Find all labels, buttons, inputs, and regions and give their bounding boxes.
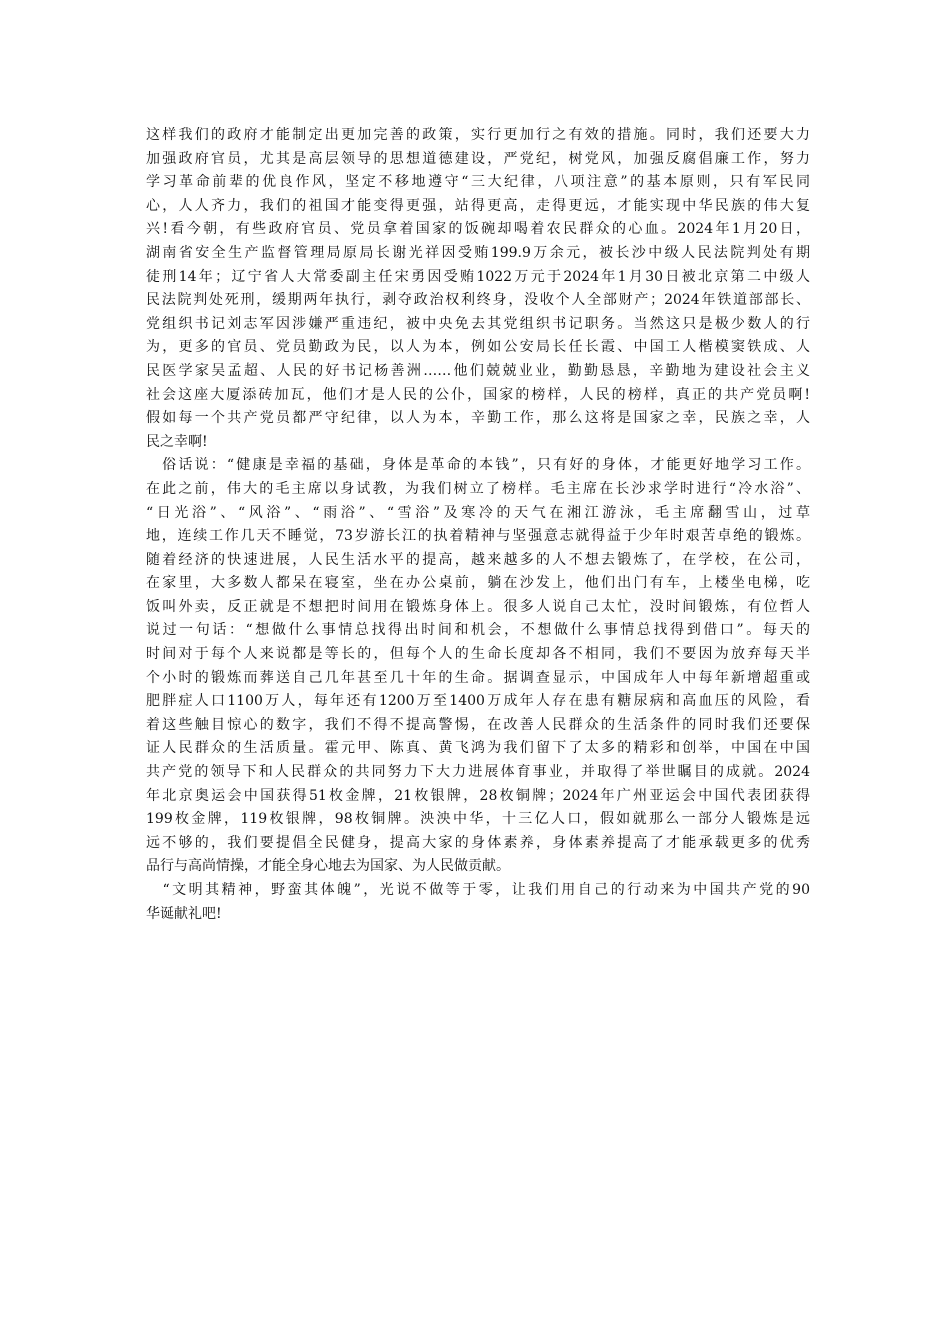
text-line: 着这些触目惊心的数字，我们不得不提高警惕，在改善人民群众的生活条件的同时我们还要保 [146,716,810,733]
text-line: 证人民群众的生活质量。霍元甲、陈真、黄飞鸿为我们留下了太多的精彩和创举，中国在中国 [146,740,810,757]
document-body [146,124,810,926]
text-line: 共产党的领导下和人民群众的共同努力下大力进展体育事业，并取得了举世瞩目的成就。2024 [146,764,810,781]
text-line: 在家里，大多数人都呆在寝室，坐在办公桌前，躺在沙发上，他们出门有车，上楼坐电梯，吃 [146,575,810,592]
text-line: “日光浴”、“风浴”、“雨浴”、“雪浴”及寒冷的天气在湘江游泳，毛主席翻雪山，过草 [146,504,810,521]
text-line: 假如每一个共产党员都严守纪律，以人为本，辛勤工作，那么这将是国家之幸，民族之幸，人 [146,410,810,427]
text-line: 随着经济的快速进展，人民生活水平的提高，越来越多的人不想去锻炼了，在学校，在公司， [146,551,810,568]
text-line: 199枚金牌，119枚银牌，98枚铜牌。泱泱中华，十三亿人口，假如就那么一部分人锻炼是远 [146,811,810,828]
text-line: 民医学家吴孟超、人民的好书记杨善洲……他们兢兢业业，勤勤恳恳，辛勤地为建设社会主义 [146,362,810,379]
text-line: 个小时的锻炼而葬送自己几年甚至几十年的生命。据调查显示，中国成年人中每年新增超重或 [146,669,810,686]
text-line: 社会这座大厦添砖加瓦，他们才是人民的公仆，国家的榜样，人民的榜样，真正的共产党员啊! [146,386,810,403]
text-line: 俗话说：“健康是幸福的基础，身体是革命的本钱”，只有好的身体，才能更好地学习工作。 [146,457,810,474]
text-line: 远不够的，我们要提倡全民健身，提高大家的身体素养，身体素养提高了才能承载更多的优秀 [146,834,810,851]
text-line: 民法院判处死刑，缓期两年执行，剥夺政治权利终身，没收个人全部财产；2024年铁道部部长、 [146,292,810,309]
text-line: 华诞献礼吧! [146,905,222,922]
text-line: 时间对于每个人来说都是等长的，但每个人的生命长度却各不相同，我们不要因为放弃每天半 [146,646,810,663]
text-line: 心，人人齐力，我们的祖国才能变得更强，站得更高，走得更远，才能实现中华民族的伟大复 [146,197,810,214]
text-line: 徒刑14年；辽宁省人大常委副主任宋勇因受贿1022万元于2024年1月30日被北京第二中级人 [146,268,810,285]
text-line: 加强政府官员，尤其是高层领导的思想道德建设，严党纪，树党风，加强反腐倡廉工作，努力 [146,150,810,167]
text-line: 在此之前，伟大的毛主席以身试教，为我们树立了榜样。毛主席在长沙求学时进行“冷水浴”、 [146,480,810,497]
text-line: 品行与高尚情操，才能全身心地去为国家、为人民做贡献。 [146,858,510,875]
text-line: 为，更多的官员、党员勤政为民，以人为本，例如公安局长任长霞、中国工人楷模窦铁成、人 [146,339,810,356]
text-line: 地，连续工作几天不睡觉，73岁游长江的执着精神与坚强意志就得益于少年时艰苦卓绝的锻炼。 [146,528,810,545]
text-line: 这样我们的政府才能制定出更加完善的政策，实行更加行之有效的措施。同时，我们还要大力 [146,127,810,143]
text-line: 年北京奥运会中国获得51枚金牌，21枚银牌，28枚铜牌；2024年广州亚运会中国代表团获得 [146,787,810,804]
text-line: 党组织书记刘志军因涉嫌严重违纪，被中央免去其党组织书记职务。当然这只是极少数人的行 [146,315,810,332]
text-line: 饭叫外卖，反正就是不想把时间用在锻炼身体上。很多人说自己太忙，没时间锻炼，有位哲人 [146,598,810,615]
text-line: 学习革命前辈的优良作风，坚定不移地遵守“三大纪律，八项注意”的基本原则，只有军民同 [146,174,810,191]
text-line: 民之幸啊! [146,433,208,450]
text-line: 湖南省安全生产监督管理局原局长谢光祥因受贿199.9万余元，被长沙中级人民法院判处有期 [146,244,810,261]
text-line: 兴!看今朝，有些政府官员、党员拿着国家的饭碗却喝着农民群众的心血。2024年1月20日， [146,221,810,238]
text-line: “文明其精神，野蛮其体魄”，光说不做等于零，让我们用自己的行动来为中国共产党的90 [146,882,810,898]
text-line: 说过一句话：“想做什么事情总找得出时间和机会，不想做什么事情总找得到借口”。每天的 [146,622,810,639]
text-line: 肥胖症人口1100万人，每年还有1200万至1400万成年人存在患有糖尿病和高血压的风险，看 [146,693,810,710]
